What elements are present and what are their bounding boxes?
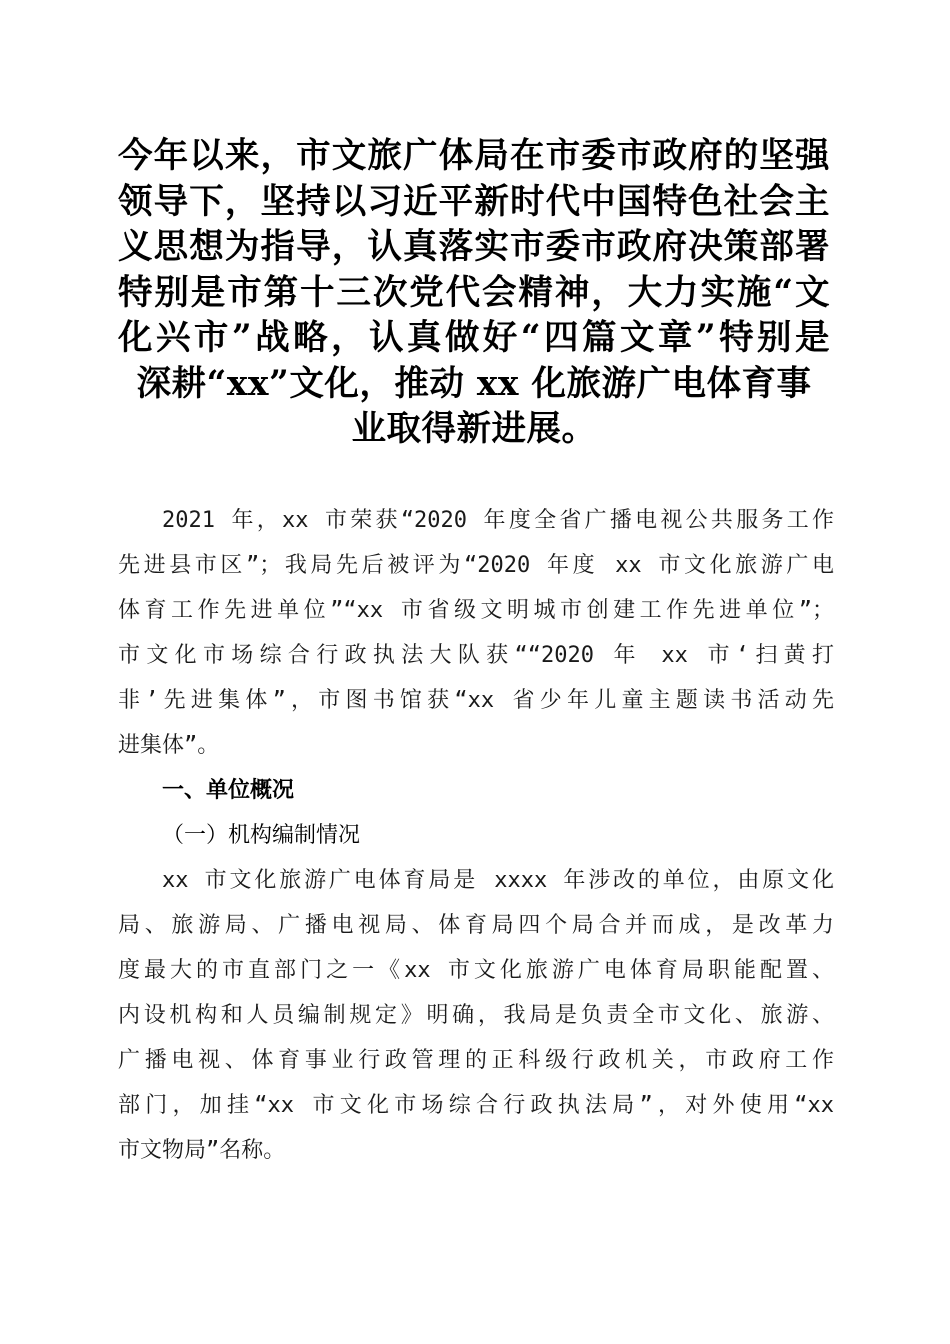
title-line: 义思想为指导，认真落实市委市政府决策部署: [118, 227, 830, 267]
title-line: 特别是市第十三次党代会精神，大力实施“文: [118, 272, 830, 313]
section-heading: 一、单位概况: [162, 778, 295, 803]
paragraph-line: 局、旅游局、广播电视局、体育局四个局合并而成，是改革力: [118, 913, 834, 938]
subsection-heading: （一）机构编制情况: [162, 823, 361, 848]
paragraph-line: 体育工作先进单位”“xx 市省级文明城市创建工作先进单位”；: [118, 598, 834, 623]
title-line: 领导下，坚持以习近平新时代中国特色社会主: [118, 181, 830, 222]
paragraph-line: 内设机构和人员编制规定》明确，我局是负责全市文化、旅游、: [118, 1003, 834, 1028]
paragraph-line: 度最大的市直部门之一《xx 市文化旅游广电体育局职能配置、: [118, 958, 834, 983]
paragraph-line: 部门，加挂“xx 市文化市场综合行政执法局”，对外使用“xx: [118, 1093, 834, 1118]
title-line: 深耕“xx”文化，推动 xx 化旅游广电体育事: [136, 363, 812, 404]
achievements-paragraph: [118, 498, 834, 768]
paragraph-line: xx 市文化旅游广电体育局是 xxxx 年涉改的单位，由原文化: [162, 868, 834, 893]
paragraph-line: 非’先进集体”，市图书馆获“xx 省少年儿童主题读书活动先: [118, 688, 834, 713]
title-line: 今年以来，市文旅广体局在市委市政府的坚强: [118, 136, 830, 176]
paragraph-line: 市文物局”名称。: [118, 1138, 286, 1163]
paragraph-line: 进集体”。: [118, 733, 220, 758]
paragraph-line: 广播电视、体育事业行政管理的正科级行政机关，市政府工作: [118, 1048, 834, 1073]
paragraph-line: 2021 年，xx 市荣获“2020 年度全省广播电视公共服务工作: [162, 508, 834, 533]
organization-paragraph: [118, 858, 834, 1173]
document-body: [118, 498, 834, 1173]
document-title: [118, 134, 830, 453]
paragraph-line: 先进县市区”；我局先后被评为“2020 年度 xx 市文化旅游广电: [118, 553, 834, 578]
title-line: 化兴市”战略，认真做好“四篇文章”特别是: [118, 318, 830, 358]
title-line: 业取得新进展。: [351, 409, 597, 449]
paragraph-line: 市文化市场综合行政执法大队获““2020 年 xx 市‘扫黄打: [118, 643, 834, 668]
